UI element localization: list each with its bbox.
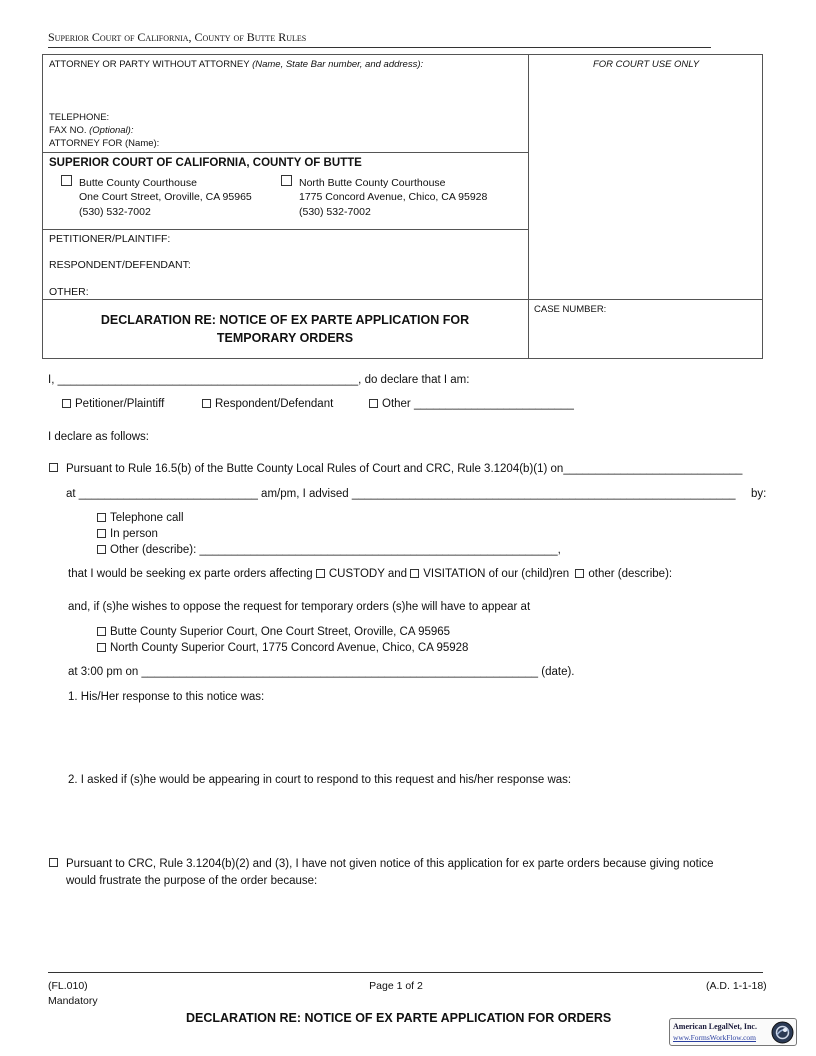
visitation-checkbox[interactable] [410,569,419,578]
appear-chico-checkbox[interactable] [97,643,106,652]
role-respondent-label: Respondent/Defendant [215,398,334,410]
courthouse1-checkbox[interactable] [61,175,72,186]
petitioner-label: PETITIONER/PLAINTIFF: [49,233,171,245]
notice-given-text[interactable]: Pursuant to Rule 16.5(b) of the Butte County Local Rules of Court and CRC, Rule 3.1204(b)(1) on____________________________ [66,463,743,475]
response-item-1: 1. His/Her response to this notice was: [68,691,265,703]
page-number: Page 1 of 2 [369,980,423,992]
fax-field [49,125,133,137]
form-code: (FL.010) [48,980,88,992]
attorney-for-label: ATTORNEY FOR (Name): [49,138,160,149]
role-other-label: Other _________________________ [382,398,574,410]
header-rule [48,47,711,48]
caption-title-line2: TEMPORARY ORDERS [216,331,354,345]
visitation-label: VISITATION of our (child)ren [423,568,570,580]
role-petitioner-checkbox[interactable] [62,399,71,408]
appear-oroville-checkbox[interactable] [97,627,106,636]
court-use-label: FOR COURT USE ONLY [592,59,700,70]
seeking-other-label: other (describe): [588,568,673,580]
method-other-checkbox[interactable] [97,545,106,554]
running-header: Superior Court of California, County of Butte Rules [48,30,307,44]
advised-line[interactable]: at ____________________________ am/pm, I advised ____________________________________________________________ [66,488,736,500]
no-notice-text-line1: Pursuant to CRC, Rule 3.1204(b)(2) and (3), I have not given notice of this application for ex parte orders because giving notice [66,858,714,870]
globe-icon [771,1021,794,1044]
case-number-label: CASE NUMBER: [534,304,607,315]
courthouse1-address: One Court Street, Oroville, CA 95965 [79,191,252,203]
caption-title-line1: DECLARATION RE: NOTICE OF EX PARTE APPLICATION FOR [100,313,470,327]
seeking-orders-text: that I would be seeking ex parte orders affecting [68,568,313,580]
method-person-label: In person [110,528,158,540]
response-item-2: 2. I asked if (s)he would be appearing in court to respond to this request and his/her response was: [68,774,572,786]
courthouse2-name: North Butte County Courthouse [299,177,446,189]
role-petitioner-label: Petitioner/Plaintiff [75,398,165,410]
caption-rule-court [42,152,528,153]
courthouse1-name: Butte County Courthouse [79,177,197,189]
role-other-option[interactable] [369,397,574,411]
method-other-label: Other (describe): ________________________________________________________, [110,544,561,556]
method-person-option[interactable] [97,527,158,541]
appear-chico-label: North County Superior Court, 1775 Concord Avenue, Chico, CA 95928 [110,642,469,654]
fax-label: FAX NO. [49,125,87,136]
role-respondent-checkbox[interactable] [202,399,211,408]
role-petitioner-option[interactable] [62,397,164,411]
fax-hint: (Optional): [89,125,134,136]
method-phone-checkbox[interactable] [97,513,106,522]
role-other-checkbox[interactable] [369,399,378,408]
caption-divider [528,54,529,359]
custody-checkbox[interactable] [316,569,325,578]
footer-rule [48,972,763,973]
attorney-field[interactable] [49,59,423,71]
mandatory-label: Mandatory [48,995,98,1007]
custody-label: CUSTODY and [328,568,408,580]
appear-oroville-option[interactable] [97,625,450,639]
caption-rule-parties [42,229,528,230]
courthouse2-phone: (530) 532-7002 [299,206,371,218]
notice-given-checkbox[interactable] [49,463,58,472]
attorney-label: ATTORNEY OR PARTY WITHOUT ATTORNEY [49,59,250,70]
appear-chico-option[interactable] [97,641,468,655]
respondent-label: RESPONDENT/DEFENDANT: [49,259,191,271]
court-name: SUPERIOR COURT OF CALIFORNIA, COUNTY OF BUTTE [49,157,362,169]
courthouse2-checkbox[interactable] [281,175,292,186]
method-phone-option[interactable] [97,511,184,525]
declare-follows: I declare as follows: [48,431,149,443]
adopted-date: (A.D. 1-1-18) [706,980,767,992]
footer-title: DECLARATION RE: NOTICE OF EX PARTE APPLICATION FOR ORDERS [186,1011,612,1025]
american-legalnet-logo[interactable] [669,1018,797,1046]
hearing-date-line[interactable]: at 3:00 pm on ______________________________________________________________ (date). [68,666,575,678]
role-respondent-option[interactable] [202,397,333,411]
other-label: OTHER: [49,286,89,298]
appear-oroville-label: Butte County Superior Court, One Court Street, Oroville, CA 95965 [110,626,451,638]
courthouse1-phone: (530) 532-7002 [79,206,151,218]
seeking-orders-line [68,567,672,581]
no-notice-checkbox[interactable] [49,858,58,867]
no-notice-text-line2: would frustrate the purpose of the order because: [66,875,318,887]
telephone-label: TELEPHONE: [49,112,110,123]
oppose-text: and, if (s)he wishes to oppose the request for temporary orders (s)he will have to appear at [68,601,531,613]
caption-rule-title [42,299,763,300]
logo-url: www.FormsWorkFlow.com [673,1033,757,1042]
declarant-line[interactable]: I, _______________________________________________, do declare that I am: [48,374,470,386]
method-phone-label: Telephone call [110,512,184,524]
advised-by-label: by: [751,488,767,500]
attorney-hint: (Name, State Bar number, and address): [252,59,424,70]
method-person-checkbox[interactable] [97,529,106,538]
courthouse2-address: 1775 Concord Avenue, Chico, CA 95928 [299,191,488,203]
method-other-option[interactable] [97,543,561,557]
seeking-other-checkbox[interactable] [575,569,584,578]
logo-company: American LegalNet, Inc. [673,1022,757,1031]
